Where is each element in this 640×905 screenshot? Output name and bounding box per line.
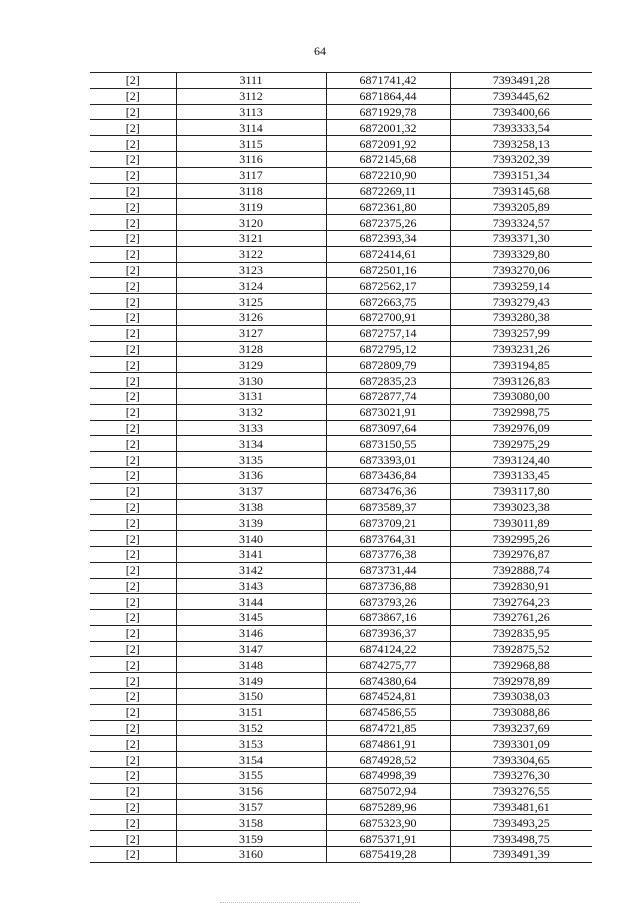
x-coordinate-cell: 6873436,84 xyxy=(326,467,450,483)
x-coordinate-cell: 6873764,31 xyxy=(326,531,450,547)
point-number-cell: 3134 xyxy=(176,436,326,452)
table-row xyxy=(90,736,592,752)
x-coordinate-cell: 6873393,01 xyxy=(326,452,450,468)
ref-cell: [2] xyxy=(90,673,176,689)
table-row xyxy=(90,104,592,120)
x-coordinate-cell: 6873476,36 xyxy=(326,483,450,499)
table-row xyxy=(90,388,592,404)
point-number-cell: 3136 xyxy=(176,467,326,483)
table-row xyxy=(90,610,592,626)
table-row xyxy=(90,515,592,531)
x-coordinate-cell: 6872361,80 xyxy=(326,199,450,215)
y-coordinate-cell: 7393280,38 xyxy=(450,309,592,325)
ref-cell: [2] xyxy=(90,720,176,736)
point-number-cell: 3160 xyxy=(176,847,326,863)
x-coordinate-cell: 6872001,32 xyxy=(326,120,450,136)
ref-cell: [2] xyxy=(90,768,176,784)
ref-cell: [2] xyxy=(90,167,176,183)
ref-cell: [2] xyxy=(90,752,176,768)
table-row xyxy=(90,467,592,483)
point-number-cell: 3112 xyxy=(176,88,326,104)
x-coordinate-cell: 6874524,81 xyxy=(326,689,450,705)
point-number-cell: 3132 xyxy=(176,404,326,420)
y-coordinate-cell: 7393080,00 xyxy=(450,388,592,404)
y-coordinate-cell: 7393151,34 xyxy=(450,167,592,183)
x-coordinate-cell: 6874998,39 xyxy=(326,768,450,784)
point-number-cell: 3147 xyxy=(176,641,326,657)
point-number-cell: 3159 xyxy=(176,831,326,847)
ref-cell: [2] xyxy=(90,704,176,720)
y-coordinate-cell: 7393491,39 xyxy=(450,847,592,863)
table-row xyxy=(90,373,592,389)
x-coordinate-cell: 6872663,75 xyxy=(326,294,450,310)
table-row xyxy=(90,562,592,578)
table-row xyxy=(90,199,592,215)
table-row xyxy=(90,452,592,468)
table-row xyxy=(90,183,592,199)
point-number-cell: 3124 xyxy=(176,278,326,294)
ref-cell: [2] xyxy=(90,357,176,373)
table-row xyxy=(90,720,592,736)
x-coordinate-cell: 6874586,55 xyxy=(326,704,450,720)
y-coordinate-cell: 7392888,74 xyxy=(450,562,592,578)
x-coordinate-cell: 6874721,85 xyxy=(326,720,450,736)
ref-cell: [2] xyxy=(90,215,176,231)
point-number-cell: 3133 xyxy=(176,420,326,436)
y-coordinate-cell: 7393481,61 xyxy=(450,799,592,815)
y-coordinate-cell: 7393301,09 xyxy=(450,736,592,752)
x-coordinate-cell: 6875419,28 xyxy=(326,847,450,863)
y-coordinate-cell: 7393145,68 xyxy=(450,183,592,199)
ref-cell: [2] xyxy=(90,278,176,294)
point-number-cell: 3113 xyxy=(176,104,326,120)
point-number-cell: 3129 xyxy=(176,357,326,373)
ref-cell: [2] xyxy=(90,452,176,468)
ref-cell: [2] xyxy=(90,262,176,278)
table-row xyxy=(90,847,592,863)
ref-cell: [2] xyxy=(90,610,176,626)
x-coordinate-cell: 6872795,12 xyxy=(326,341,450,357)
table-row xyxy=(90,278,592,294)
point-number-cell: 3135 xyxy=(176,452,326,468)
y-coordinate-cell: 7393279,43 xyxy=(450,294,592,310)
y-coordinate-cell: 7393011,89 xyxy=(450,515,592,531)
table-row xyxy=(90,73,592,89)
table-row xyxy=(90,262,592,278)
point-number-cell: 3144 xyxy=(176,594,326,610)
ref-cell: [2] xyxy=(90,546,176,562)
point-number-cell: 3115 xyxy=(176,136,326,152)
y-coordinate-cell: 7393304,65 xyxy=(450,752,592,768)
x-coordinate-cell: 6872393,34 xyxy=(326,230,450,246)
table-row xyxy=(90,136,592,152)
y-coordinate-cell: 7393491,28 xyxy=(450,73,592,89)
y-coordinate-cell: 7393270,06 xyxy=(450,262,592,278)
point-number-cell: 3123 xyxy=(176,262,326,278)
point-number-cell: 3138 xyxy=(176,499,326,515)
x-coordinate-cell: 6872375,26 xyxy=(326,215,450,231)
y-coordinate-cell: 7393276,55 xyxy=(450,783,592,799)
x-coordinate-cell: 6871929,78 xyxy=(326,104,450,120)
x-coordinate-cell: 6873589,37 xyxy=(326,499,450,515)
point-number-cell: 3120 xyxy=(176,215,326,231)
x-coordinate-cell: 6873936,37 xyxy=(326,625,450,641)
x-coordinate-cell: 6874928,52 xyxy=(326,752,450,768)
y-coordinate-cell: 7393259,14 xyxy=(450,278,592,294)
ref-cell: [2] xyxy=(90,847,176,863)
point-number-cell: 3137 xyxy=(176,483,326,499)
point-number-cell: 3152 xyxy=(176,720,326,736)
table-row xyxy=(90,768,592,784)
ref-cell: [2] xyxy=(90,689,176,705)
table-row xyxy=(90,88,592,104)
y-coordinate-cell: 7393231,26 xyxy=(450,341,592,357)
ref-cell: [2] xyxy=(90,783,176,799)
table-row xyxy=(90,436,592,452)
y-coordinate-cell: 7393126,83 xyxy=(450,373,592,389)
y-coordinate-cell: 7393194,85 xyxy=(450,357,592,373)
table-row xyxy=(90,404,592,420)
y-coordinate-cell: 7392975,29 xyxy=(450,436,592,452)
x-coordinate-cell: 6875371,91 xyxy=(326,831,450,847)
ref-cell: [2] xyxy=(90,120,176,136)
x-coordinate-cell: 6871864,44 xyxy=(326,88,450,104)
y-coordinate-cell: 7392835,95 xyxy=(450,625,592,641)
point-number-cell: 3114 xyxy=(176,120,326,136)
y-coordinate-cell: 7393133,45 xyxy=(450,467,592,483)
x-coordinate-cell: 6872835,23 xyxy=(326,373,450,389)
x-coordinate-cell: 6875072,94 xyxy=(326,783,450,799)
table-row xyxy=(90,151,592,167)
point-number-cell: 3121 xyxy=(176,230,326,246)
y-coordinate-cell: 7393023,38 xyxy=(450,499,592,515)
table-row xyxy=(90,341,592,357)
x-coordinate-cell: 6872414,61 xyxy=(326,246,450,262)
y-coordinate-cell: 7392875,52 xyxy=(450,641,592,657)
point-number-cell: 3130 xyxy=(176,373,326,389)
y-coordinate-cell: 7393038,03 xyxy=(450,689,592,705)
ref-cell: [2] xyxy=(90,246,176,262)
ref-cell: [2] xyxy=(90,594,176,610)
ref-cell: [2] xyxy=(90,104,176,120)
ref-cell: [2] xyxy=(90,73,176,89)
y-coordinate-cell: 7393088,86 xyxy=(450,704,592,720)
table-row xyxy=(90,752,592,768)
point-number-cell: 3146 xyxy=(176,625,326,641)
ref-cell: [2] xyxy=(90,341,176,357)
y-coordinate-cell: 7393445,62 xyxy=(450,88,592,104)
table-row xyxy=(90,215,592,231)
point-number-cell: 3157 xyxy=(176,799,326,815)
x-coordinate-cell: 6872210,90 xyxy=(326,167,450,183)
ref-cell: [2] xyxy=(90,183,176,199)
table-row xyxy=(90,546,592,562)
ref-cell: [2] xyxy=(90,562,176,578)
x-coordinate-cell: 6873150,55 xyxy=(326,436,450,452)
ref-cell: [2] xyxy=(90,136,176,152)
x-coordinate-cell: 6872757,14 xyxy=(326,325,450,341)
ref-cell: [2] xyxy=(90,230,176,246)
y-coordinate-cell: 7393276,30 xyxy=(450,768,592,784)
coordinates-table xyxy=(90,72,592,863)
ref-cell: [2] xyxy=(90,578,176,594)
ref-cell: [2] xyxy=(90,736,176,752)
table-row xyxy=(90,294,592,310)
point-number-cell: 3128 xyxy=(176,341,326,357)
ref-cell: [2] xyxy=(90,641,176,657)
table-row xyxy=(90,531,592,547)
ref-cell: [2] xyxy=(90,483,176,499)
y-coordinate-cell: 7393333,54 xyxy=(450,120,592,136)
x-coordinate-cell: 6874124,22 xyxy=(326,641,450,657)
table-row xyxy=(90,783,592,799)
y-coordinate-cell: 7393400,66 xyxy=(450,104,592,120)
ref-cell: [2] xyxy=(90,467,176,483)
ref-cell: [2] xyxy=(90,499,176,515)
x-coordinate-cell: 6873867,16 xyxy=(326,610,450,626)
table-row xyxy=(90,483,592,499)
y-coordinate-cell: 7393117,80 xyxy=(450,483,592,499)
table-row xyxy=(90,246,592,262)
page-number: 64 xyxy=(314,44,326,58)
x-coordinate-cell: 6875289,96 xyxy=(326,799,450,815)
ref-cell: [2] xyxy=(90,831,176,847)
point-number-cell: 3118 xyxy=(176,183,326,199)
y-coordinate-cell: 7392995,26 xyxy=(450,531,592,547)
point-number-cell: 3142 xyxy=(176,562,326,578)
y-coordinate-cell: 7393237,69 xyxy=(450,720,592,736)
table-row xyxy=(90,499,592,515)
point-number-cell: 3122 xyxy=(176,246,326,262)
table-row xyxy=(90,831,592,847)
x-coordinate-cell: 6872700,91 xyxy=(326,309,450,325)
x-coordinate-cell: 6873709,21 xyxy=(326,515,450,531)
y-coordinate-cell: 7393493,25 xyxy=(450,815,592,831)
point-number-cell: 3148 xyxy=(176,657,326,673)
point-number-cell: 3155 xyxy=(176,768,326,784)
point-number-cell: 3119 xyxy=(176,199,326,215)
y-coordinate-cell: 7393205,89 xyxy=(450,199,592,215)
x-coordinate-cell: 6872091,92 xyxy=(326,136,450,152)
ref-cell: [2] xyxy=(90,388,176,404)
ref-cell: [2] xyxy=(90,436,176,452)
point-number-cell: 3151 xyxy=(176,704,326,720)
x-coordinate-cell: 6872877,74 xyxy=(326,388,450,404)
point-number-cell: 3158 xyxy=(176,815,326,831)
table-row xyxy=(90,815,592,831)
table-row xyxy=(90,357,592,373)
y-coordinate-cell: 7393324,57 xyxy=(450,215,592,231)
table-row xyxy=(90,704,592,720)
ref-cell: [2] xyxy=(90,404,176,420)
point-number-cell: 3141 xyxy=(176,546,326,562)
table-row xyxy=(90,689,592,705)
point-number-cell: 3154 xyxy=(176,752,326,768)
table-row xyxy=(90,641,592,657)
ref-cell: [2] xyxy=(90,88,176,104)
y-coordinate-cell: 7392976,87 xyxy=(450,546,592,562)
ref-cell: [2] xyxy=(90,373,176,389)
x-coordinate-cell: 6872501,16 xyxy=(326,262,450,278)
x-coordinate-cell: 6874275,77 xyxy=(326,657,450,673)
ref-cell: [2] xyxy=(90,420,176,436)
x-coordinate-cell: 6873021,91 xyxy=(326,404,450,420)
table-row xyxy=(90,657,592,673)
ref-cell: [2] xyxy=(90,515,176,531)
x-coordinate-cell: 6873793,26 xyxy=(326,594,450,610)
table-row xyxy=(90,167,592,183)
y-coordinate-cell: 7393202,39 xyxy=(450,151,592,167)
table-row xyxy=(90,594,592,610)
y-coordinate-cell: 7393124,40 xyxy=(450,452,592,468)
point-number-cell: 3127 xyxy=(176,325,326,341)
x-coordinate-cell: 6872269,11 xyxy=(326,183,450,199)
y-coordinate-cell: 7392830,91 xyxy=(450,578,592,594)
table-row xyxy=(90,673,592,689)
point-number-cell: 3139 xyxy=(176,515,326,531)
footer-line xyxy=(220,902,360,903)
y-coordinate-cell: 7392764,23 xyxy=(450,594,592,610)
ref-cell: [2] xyxy=(90,199,176,215)
x-coordinate-cell: 6874380,64 xyxy=(326,673,450,689)
x-coordinate-cell: 6875323,90 xyxy=(326,815,450,831)
y-coordinate-cell: 7392998,75 xyxy=(450,404,592,420)
point-number-cell: 3125 xyxy=(176,294,326,310)
point-number-cell: 3149 xyxy=(176,673,326,689)
y-coordinate-cell: 7392761,26 xyxy=(450,610,592,626)
y-coordinate-cell: 7393257,99 xyxy=(450,325,592,341)
point-number-cell: 3131 xyxy=(176,388,326,404)
point-number-cell: 3117 xyxy=(176,167,326,183)
point-number-cell: 3126 xyxy=(176,309,326,325)
point-number-cell: 3153 xyxy=(176,736,326,752)
ref-cell: [2] xyxy=(90,799,176,815)
x-coordinate-cell: 6872562,17 xyxy=(326,278,450,294)
point-number-cell: 3140 xyxy=(176,531,326,547)
y-coordinate-cell: 7393329,80 xyxy=(450,246,592,262)
table-row xyxy=(90,799,592,815)
table-row xyxy=(90,420,592,436)
ref-cell: [2] xyxy=(90,815,176,831)
x-coordinate-cell: 6873097,64 xyxy=(326,420,450,436)
point-number-cell: 3145 xyxy=(176,610,326,626)
x-coordinate-cell: 6872809,79 xyxy=(326,357,450,373)
x-coordinate-cell: 6871741,42 xyxy=(326,73,450,89)
ref-cell: [2] xyxy=(90,294,176,310)
y-coordinate-cell: 7393371,30 xyxy=(450,230,592,246)
y-coordinate-cell: 7392978,89 xyxy=(450,673,592,689)
point-number-cell: 3143 xyxy=(176,578,326,594)
point-number-cell: 3156 xyxy=(176,783,326,799)
x-coordinate-cell: 6872145,68 xyxy=(326,151,450,167)
point-number-cell: 3116 xyxy=(176,151,326,167)
y-coordinate-cell: 7392968,88 xyxy=(450,657,592,673)
x-coordinate-cell: 6873776,38 xyxy=(326,546,450,562)
ref-cell: [2] xyxy=(90,309,176,325)
x-coordinate-cell: 6874861,91 xyxy=(326,736,450,752)
ref-cell: [2] xyxy=(90,625,176,641)
coordinates-table-body xyxy=(90,73,592,863)
point-number-cell: 3111 xyxy=(176,73,326,89)
ref-cell: [2] xyxy=(90,531,176,547)
x-coordinate-cell: 6873736,88 xyxy=(326,578,450,594)
y-coordinate-cell: 7393498,75 xyxy=(450,831,592,847)
point-number-cell: 3150 xyxy=(176,689,326,705)
y-coordinate-cell: 7392976,09 xyxy=(450,420,592,436)
table-row xyxy=(90,120,592,136)
table-row xyxy=(90,625,592,641)
table-row xyxy=(90,309,592,325)
table-row xyxy=(90,325,592,341)
table-row xyxy=(90,230,592,246)
ref-cell: [2] xyxy=(90,151,176,167)
x-coordinate-cell: 6873731,44 xyxy=(326,562,450,578)
table-row xyxy=(90,578,592,594)
y-coordinate-cell: 7393258,13 xyxy=(450,136,592,152)
ref-cell: [2] xyxy=(90,325,176,341)
ref-cell: [2] xyxy=(90,657,176,673)
